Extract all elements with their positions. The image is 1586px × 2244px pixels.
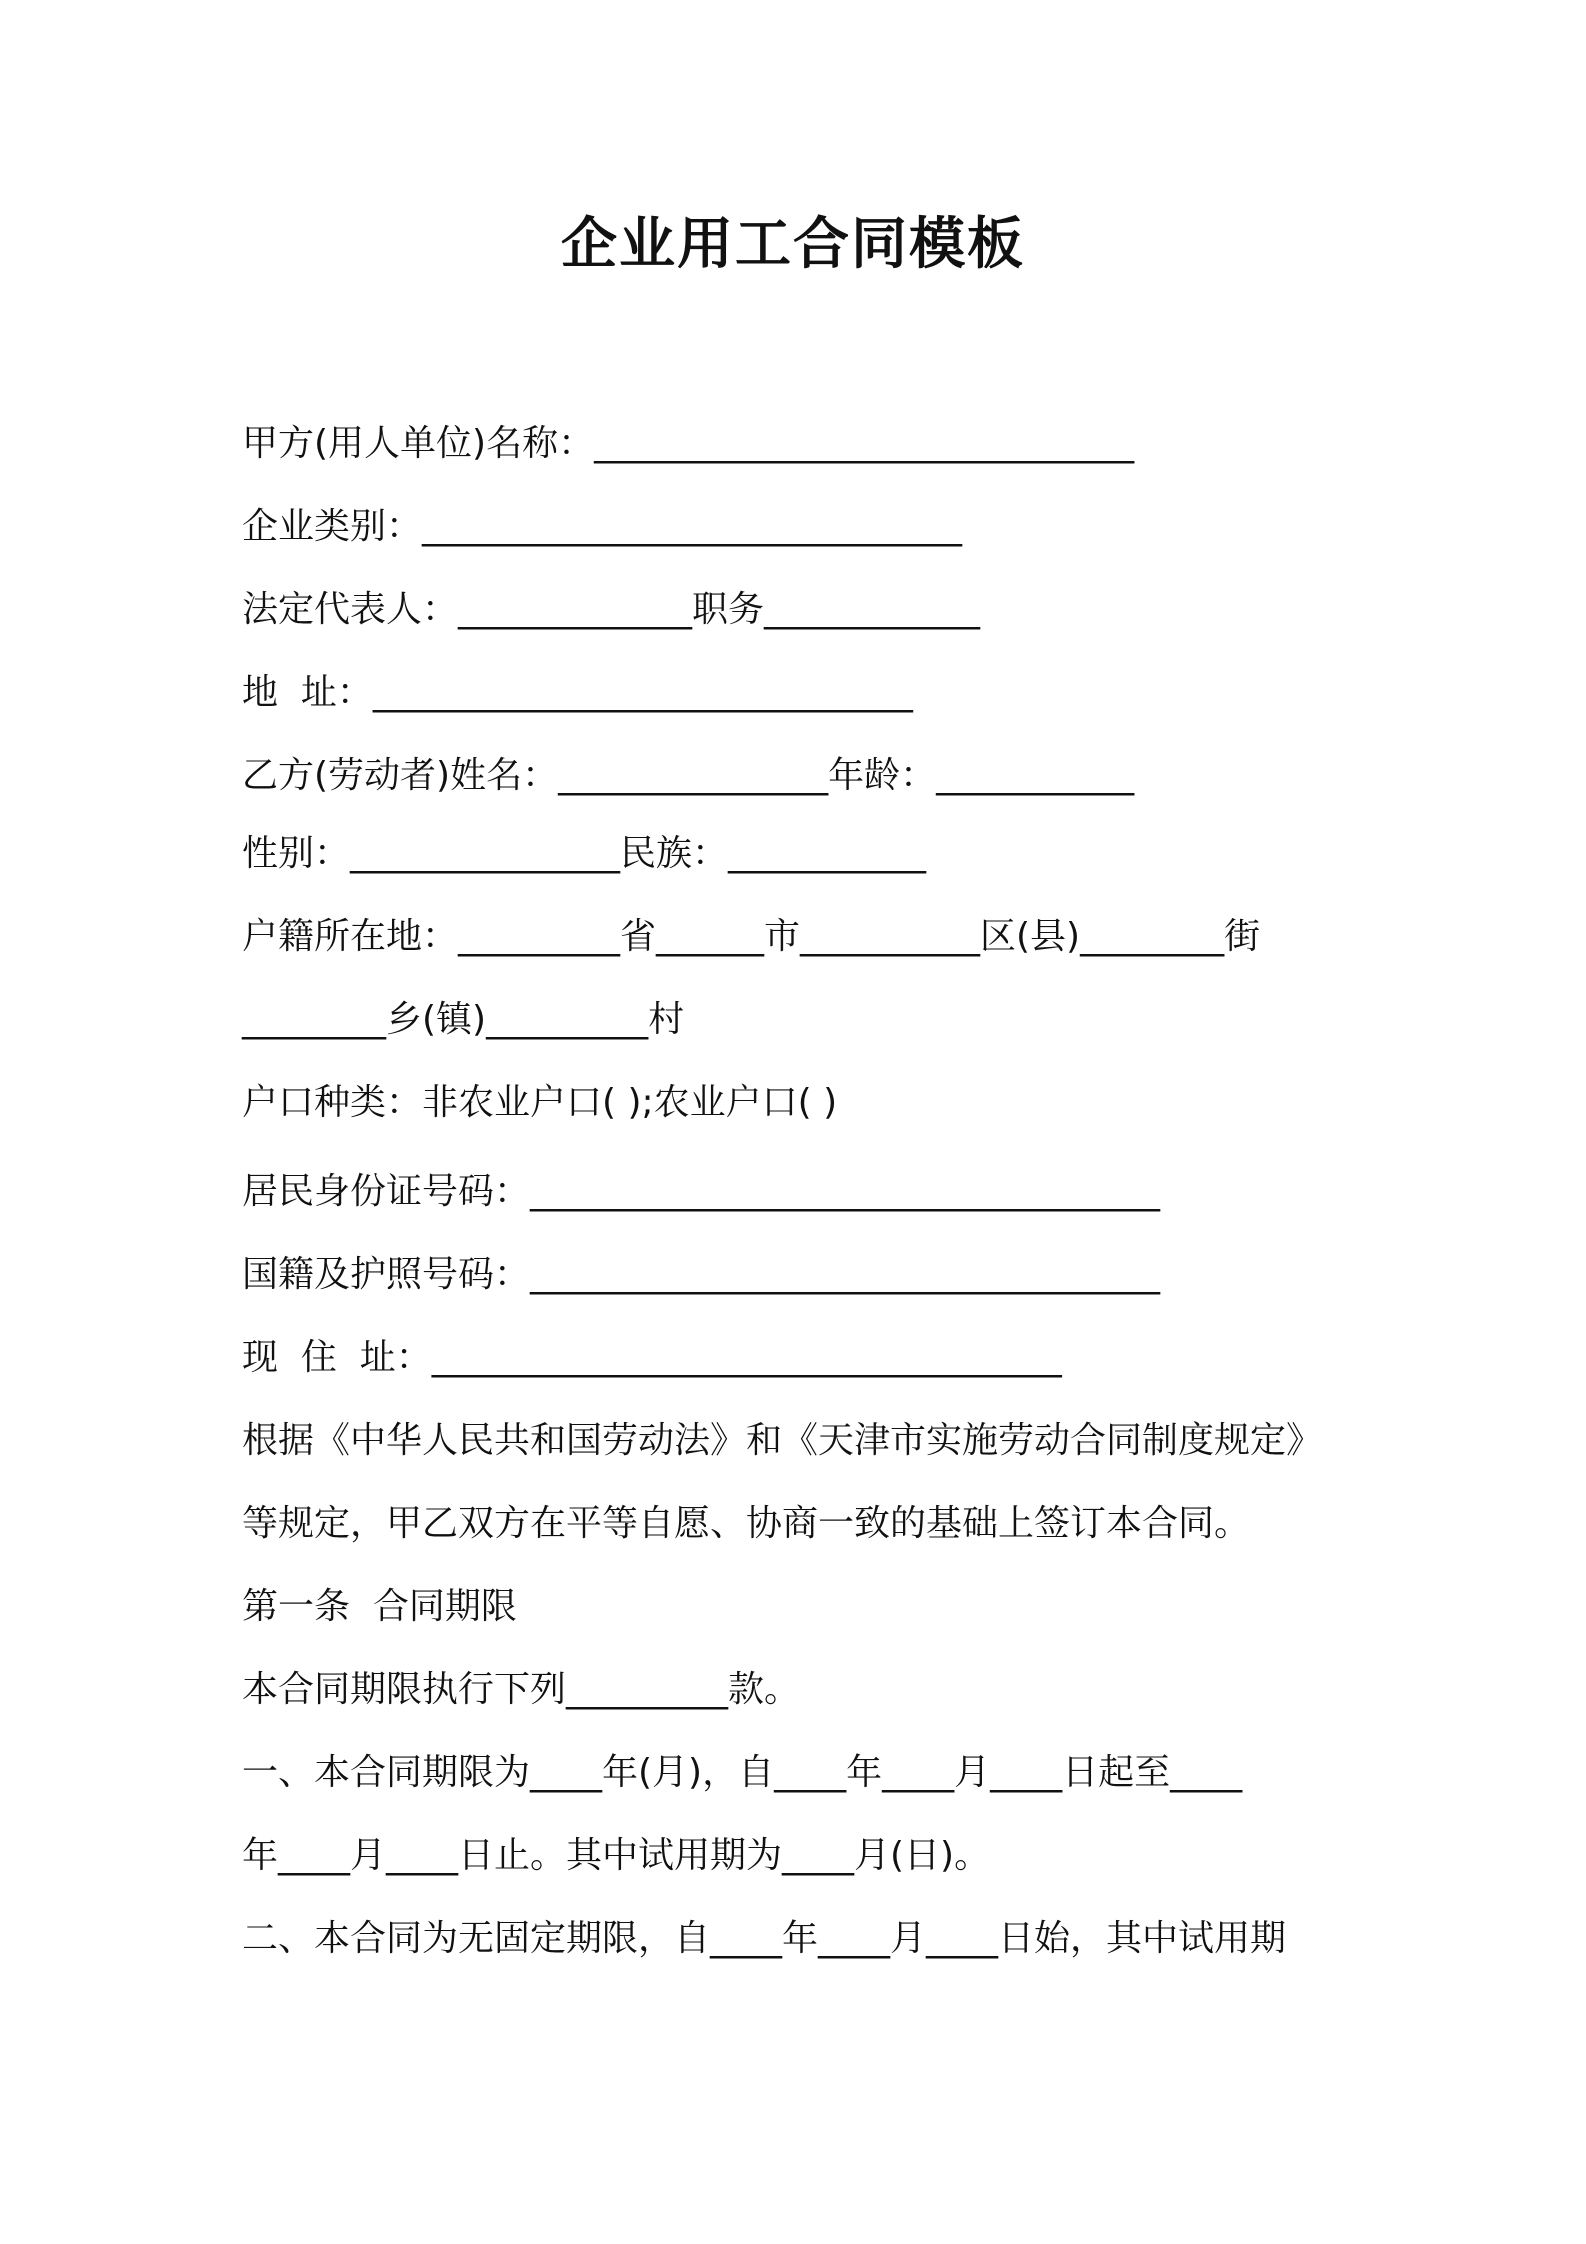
legal-basis-paragraph-line-1: 根据《中华人民共和国劳动法》和《天津市实施劳动合同制度规定》 [242,1420,1323,1461]
gender-ethnicity-line: 性别：_______________民族：___________ [242,833,927,874]
article-one-heading: 第一条 合同期限 [242,1586,517,1627]
fixed-term-clause-line-2: 年____月____日止。其中试用期为____月(日)。 [242,1835,991,1876]
employer-address-line: 地 址：______________________________ [242,672,913,713]
document-title: 企业用工合同模板 [561,212,1025,277]
household-type-line: 户口种类：非农业户口( );农业户口( ) [242,1082,838,1123]
document-body [242,0,1372,2244]
fixed-term-clause-line-1: 一、本合同期限为____年(月)，自____年____月____日起至____ [242,1752,1243,1793]
open-ended-term-clause-line: 二、本合同为无固定期限，自____年____月____日始，其中试用期 [242,1918,1287,1959]
id-card-number-line: 居民身份证号码：___________________________________ [242,1171,1161,1212]
contract-term-clause-line: 本合同期限执行下列_________款。 [242,1669,801,1710]
nationality-passport-line: 国籍及护照号码：___________________________________ [242,1254,1161,1295]
current-address-line: 现 住 址：___________________________________ [242,1337,1062,1378]
household-registration-line-continued: ________乡(镇)_________村 [242,999,685,1040]
household-registration-line: 户籍所在地：_________省______市__________区(县)________街 [242,916,1261,957]
enterprise-category-line: 企业类别：______________________________ [242,506,963,547]
legal-representative-line: 法定代表人：_____________职务____________ [242,589,981,630]
employee-name-age-line: 乙方(劳动者)姓名：_______________年龄：___________ [242,755,1135,796]
legal-basis-paragraph-line-2: 等规定，甲乙双方在平等自愿、协商一致的基础上签订本合同。 [242,1503,1251,1544]
employer-name-line: 甲方(用人单位)名称：______________________________ [242,423,1135,464]
